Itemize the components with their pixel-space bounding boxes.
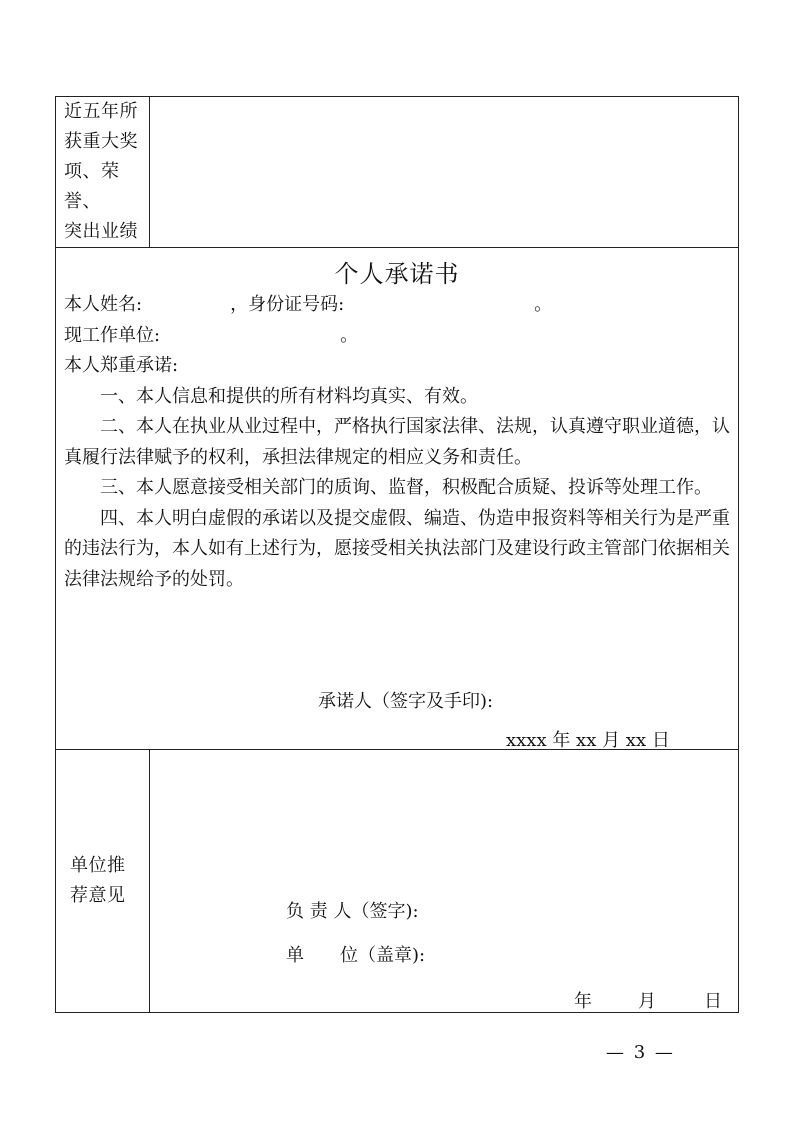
recommend-date-month: 月 — [638, 991, 656, 1012]
recommend-date-year: 年 — [574, 991, 592, 1012]
page-number: — 3 — — [606, 1042, 675, 1063]
awards-label-line: 获重大奖 — [64, 131, 138, 152]
recommend-label-line: 单位推 — [70, 855, 126, 876]
name-line-end: 。 — [534, 294, 553, 315]
awards-row — [56, 97, 739, 248]
awards-content-field[interactable] — [150, 97, 739, 248]
awards-label-line: 项、荣誉、 — [64, 161, 120, 212]
pledge-cell — [56, 248, 739, 750]
recommend-row — [56, 750, 739, 1013]
awards-label-cell — [56, 97, 150, 248]
pledge-intro: 本人郑重承诺: — [64, 355, 179, 376]
application-form-table — [55, 96, 739, 1013]
pledge-row — [56, 248, 739, 750]
pledge-name-id-line — [64, 290, 730, 321]
pledge-item-3: 三、本人愿意接受相关部门的质询、监督，积极配合质疑、投诉等处理工作。 — [100, 477, 712, 498]
unit-seal-label: 单 位（盖章): — [286, 945, 426, 966]
responsible-person-label: 负 责 人（签字): — [286, 901, 419, 922]
name-label: 本人姓名: — [64, 294, 143, 315]
awards-label-line: 近五年所 — [64, 101, 138, 122]
pledge-date: xxxx 年 xx 月 xx 日 — [506, 730, 670, 751]
pledge-item-1: 一、本人信息和提供的所有材料均真实、有效。 — [100, 385, 478, 407]
pledge-work-line — [64, 321, 730, 352]
work-unit-label: 现工作单位: — [64, 324, 161, 346]
awards-label-line: 突出业绩 — [64, 221, 138, 242]
work-line-end: 。 — [340, 324, 359, 346]
recommend-label-cell — [56, 750, 150, 1013]
recommend-date-day: 日 — [704, 991, 722, 1012]
pledge-body — [64, 290, 730, 595]
recommend-content-field[interactable] — [150, 750, 739, 1013]
pledge-item-2: 二、本人在执业从业过程中，严格执行国家法律、法规，认真遵守职业道德，认真履行法律赋予的权利，承担法律规定的相应义务和责任。 — [64, 416, 730, 468]
pledge-title: 个人承诺书 — [334, 260, 460, 288]
id-number-label: ，身份证号码: — [230, 294, 345, 315]
pledge-signature-label: 承诺人（签字及手印): — [318, 691, 494, 712]
pledge-item-4: 四、本人明白虚假的承诺以及提交虚假、编造、伪造申报资料等相关行为是严重的违法行为，本人如有上述行为，愿接受相关执法部门及建设行政主管部门依据相关法律法规给予的处罚。 — [64, 507, 730, 590]
recommend-label-line: 荐意见 — [70, 885, 126, 906]
